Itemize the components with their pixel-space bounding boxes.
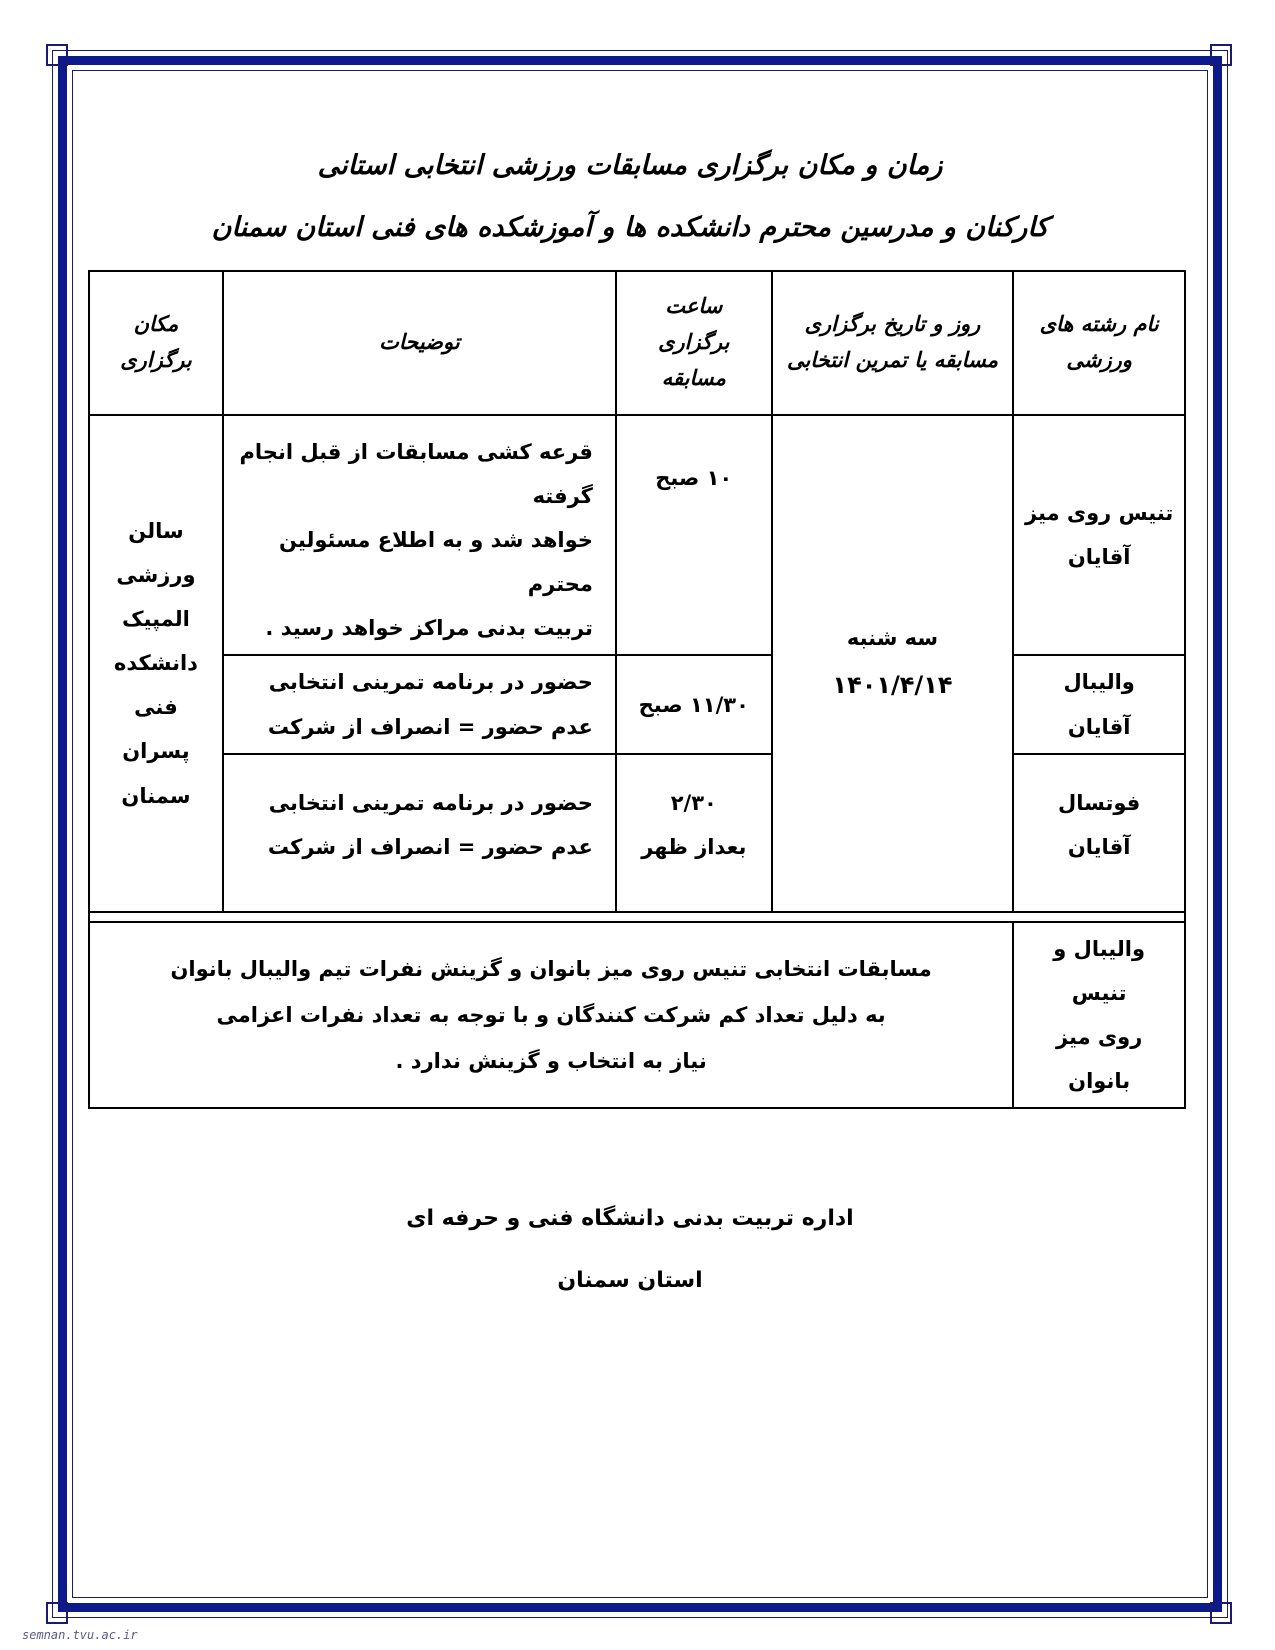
border-corner-bottom-left (46, 1602, 68, 1624)
description-line: عدم حضور = انصراف از شرکت (267, 834, 593, 859)
description-line: حضور در برنامه تمرینی انتخابی (268, 790, 593, 815)
table-row (89, 922, 1185, 1108)
sport-name: روی میز (1055, 1024, 1143, 1049)
women-note-cell (89, 922, 1013, 1108)
sport-cell (1013, 754, 1185, 912)
table-divider (89, 912, 1185, 922)
sport-name: تنیس روی میز (1024, 501, 1174, 526)
sport-cell (1013, 655, 1185, 753)
description-line: قرعه کشی مسابقات از قبل انجام گرفته (239, 440, 593, 509)
time-cell (616, 415, 772, 655)
sport-name: والیبال و تنیس (1053, 936, 1146, 1005)
schedule-table (88, 270, 1186, 1109)
description-line: تربیت بدنی مراکز خواهد رسید . (265, 616, 593, 641)
table-row (89, 754, 1185, 912)
venue-line: دانشکده (113, 651, 198, 676)
time-value: بعداز ظهر (641, 834, 747, 859)
header-time: ساعت برگزاری مسابقه (616, 271, 772, 415)
table-header-row (89, 271, 1185, 415)
table-row (89, 655, 1185, 753)
document-title: زمان و مکان برگزاری مسابقات ورزشی انتخابی استانی (317, 150, 943, 181)
border-corner-bottom-right (1210, 1602, 1232, 1624)
sport-gender: آقایان (1067, 714, 1131, 739)
border-corner-top-right (1210, 44, 1232, 66)
sport-cell (1013, 415, 1185, 655)
note-line: نیاز به انتخاب و گزینش ندارد . (395, 1048, 707, 1073)
date-day: سه شنبه (846, 626, 939, 651)
note-line: به دلیل تعداد کم شرکت کنندگان و با توجه به تعداد نفرات اعزامی (216, 1002, 886, 1027)
description-cell (223, 655, 616, 753)
venue-line: فنی پسران (122, 695, 190, 764)
header-date: روز و تاریخ برگزاری مسابقه یا تمرین انتخابی (772, 271, 1014, 415)
sport-gender: آقایان (1067, 834, 1131, 859)
time-value: ۲/۳۰ (670, 790, 717, 815)
time-value: ۱۰ صبح (655, 466, 733, 490)
description-line: عدم حضور = انصراف از شرکت (267, 714, 593, 739)
time-value: ۱۱/۳۰ صبح (638, 692, 749, 717)
description-line: حضور در برنامه تمرینی انتخابی (268, 670, 593, 695)
header-sport: نام رشته های ورزشی (1013, 271, 1185, 415)
footer-office: اداره تربیت بدنی دانشگاه فنی و حرفه ای (406, 1206, 854, 1231)
description-cell (223, 754, 616, 912)
border-corner-top-left (46, 44, 68, 66)
description-cell (223, 415, 616, 655)
sport-cell (1013, 922, 1185, 1108)
sport-gender: آقایان (1067, 545, 1131, 570)
sport-name: فوتسال (1057, 790, 1141, 815)
sport-gender: بانوان (1068, 1068, 1131, 1093)
sport-name: والیبال (1063, 670, 1135, 695)
header-venue: مکان برگزاری (89, 271, 223, 415)
time-cell (616, 754, 772, 912)
document-subtitle: کارکنان و مدرسین محترم دانشکده ها و آموزشکده های فنی استان سمنان (211, 212, 1049, 243)
footer-province: استان سمنان (557, 1268, 703, 1293)
header-description: توضیحات (223, 271, 616, 415)
venue-cell (89, 415, 223, 912)
venue-line: سمنان (121, 783, 191, 808)
note-line: مسابقات انتخابی تنیس روی میز بانوان و گزینش نفرات تیم والیبال بانوان (170, 956, 932, 981)
venue-line: سالن ورزشی (116, 519, 196, 588)
date-value: ۱۴۰۱/۴/۱۴ (832, 671, 953, 700)
venue-line: المپیک (122, 607, 190, 632)
time-cell (616, 655, 772, 753)
description-line: خواهد شد و به اطلاع مسئولین محترم (278, 528, 593, 597)
table-row (89, 415, 1185, 655)
site-watermark: semnan.tvu.ac.ir (22, 1628, 138, 1642)
date-cell (772, 415, 1014, 912)
